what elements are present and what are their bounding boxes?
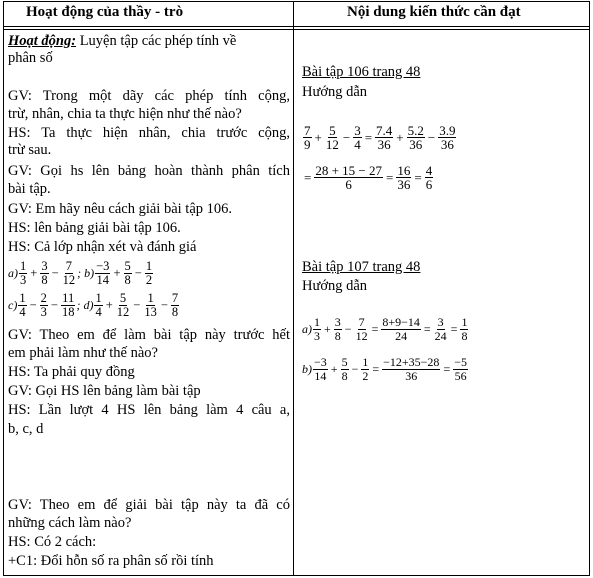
math-107-b: b) $\frac{-3}{14}$ + $\frac{5}{8}$ − $\frac{1}{2}$ = $\frac{-12+35-28}{36}$ = $\frac{-5}{56}$ <box>302 355 467 383</box>
text-line-9: HS: Cả lớp nhận xét và đánh giá <box>8 239 197 255</box>
label-b: ; b) <box>77 266 95 280</box>
guide-106: Hướng dẫn <box>302 84 368 100</box>
text-line-14: HS: Lần lượt 4 HS lên bảng làm 4 câu a, <box>8 402 290 418</box>
math-106-line1: $\frac{7}{9}$ + $\frac{5}{12}$ − $\frac{3}{4}$ = $\frac{7.4}{36}$ + $\frac{5.2}{36}$ − $\frac{3.9}{36}$ <box>304 123 456 152</box>
activity-line <box>8 33 236 50</box>
text-line-3: HS: Ta thực hiện nhân, chia trước cộng, <box>8 125 290 141</box>
text-line-12: HS: Ta phải quy đồng <box>8 364 135 380</box>
text-line-10: GV: Theo em để làm bài tập này trước hết <box>8 327 290 343</box>
text-line-13: GV: Gọi HS lên bảng làm bài tập <box>8 383 201 399</box>
header-left: Hoạt động của thầy - trò <box>26 4 184 20</box>
exercise-107-title: Bài tập 107 trang 48 <box>302 259 421 275</box>
text-line-8: HS: lên bảng giải bài tập 106. <box>8 220 181 236</box>
label-a: a) <box>8 266 18 280</box>
label-c: c) <box>8 298 18 312</box>
activity-label: Hoạt động: <box>8 33 77 49</box>
text-line-16: GV: Theo em để giải bài tập này ta đã có <box>8 497 290 513</box>
math-ab: a) $\frac{1}{3}$ + $\frac{3}{8}$ − $\frac{7}{12}$ ; b) $\frac{-3}{14}$ + $\frac{5}{8}$ − $\frac{1}{2}$ <box>8 259 153 287</box>
text-line-19: +C1: Đổi hỗn số ra phân số rồi tính <box>8 553 214 569</box>
header-divider <box>3 26 590 27</box>
column-divider <box>293 1 294 576</box>
text-line-17: những cách làm nào? <box>8 515 132 531</box>
guide-107: Hướng dẫn <box>302 278 368 294</box>
header-divider-double <box>3 29 590 30</box>
text-line-11: em phải làm như thế nào? <box>8 345 158 361</box>
label-107-a: a) <box>302 322 312 336</box>
text-line-6: bài tập. <box>8 181 51 197</box>
activity-line-2: phân số <box>8 50 53 66</box>
text-line-5: GV: Gọi hs lên bảng hoàn thành phân tích <box>8 163 290 179</box>
text-line-18: HS: Có 2 cách: <box>8 534 97 550</box>
text-line-7: GV: Em hãy nêu cách giải bài tập 106. <box>8 201 233 217</box>
label-107-b: b) <box>302 362 312 376</box>
text-line-4: trừ sau. <box>8 142 52 158</box>
text-line-15: b, c, d <box>8 421 44 437</box>
label-d: ; d) <box>76 298 94 312</box>
exercise-106-title: Bài tập 106 trang 48 <box>302 64 421 80</box>
text-line-2: trừ, nhân, chia ta thực hiện như thế nào? <box>8 106 242 122</box>
activity-text: Luyện tập các phép tính về <box>76 33 237 49</box>
math-106-line2: = $\frac{28 + 15 - 27}{6}$ = $\frac{16}{36}$ = $\frac{4}{6}$ <box>304 163 433 192</box>
math-cd: c) $\frac{1}{4}$ − $\frac{2}{3}$ − $\frac{11}{18}$ ; d) $\frac{1}{4}$ + $\frac{5}{12}$ − $\frac{1}{13}$ − $\frac{7}{8}$ <box>8 291 179 319</box>
header-right: Nội dung kiến thức cần đạt <box>347 4 521 20</box>
math-107-a: a) $\frac{1}{3}$ + $\frac{3}{8}$ − $\frac{7}{12}$ = $\frac{8+9-14}{24}$ = $\frac{3}{24}$ = $\frac{1}{8}$ <box>302 315 468 343</box>
text-line-1: GV: Trong một dãy các phép tính cộng, <box>8 88 290 104</box>
